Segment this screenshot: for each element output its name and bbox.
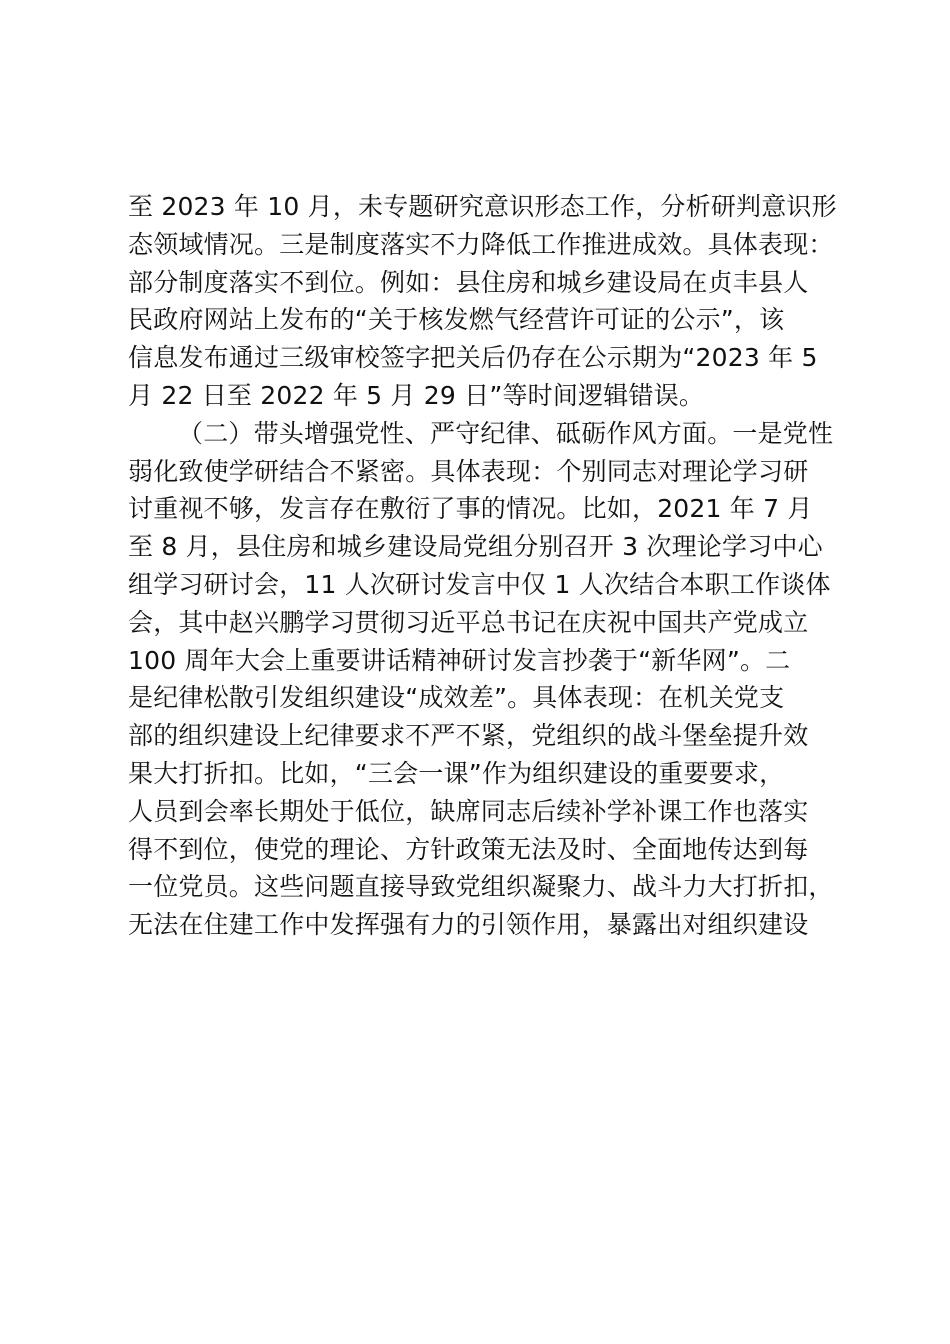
paragraph-start-line: （二）带头增强党性、严守纪律、砥砺作风方面。一是党性 xyxy=(178,418,834,448)
text-line: 果大打折扣。比如，“三会一课”作为组织建设的重要要求， xyxy=(128,758,785,788)
text-line: 态领域情况。三是制度落实不力降低工作推进成效。具体表现： xyxy=(128,229,834,259)
text-line: 弱化致使学研结合不紧密。具体表现：个别同志对理论学习研 xyxy=(128,456,809,486)
body-text xyxy=(128,188,858,944)
text-line: 至 2023 年 10 月，未专题研究意识形态工作，分析研判意识形 xyxy=(128,192,837,221)
text-line: 人员到会率长期处于低位，缺席同志后续补学补课工作也落实 xyxy=(128,796,809,826)
text-line: 至 8 月，县住房和城乡建设局党组分别召开 3 次理论学习中心 xyxy=(128,532,823,562)
text-line: 组学习研讨会，11 人次研讨发言中仅 1 人次结合本职工作谈体 xyxy=(128,569,831,599)
text-line: 会，其中赵兴鹏学习贯彻习近平总书记在庆祝中国共产党成立 xyxy=(128,607,809,637)
text-line: 100 周年大会上重要讲话精神研讨发言抄袭于“新华网”。二 xyxy=(128,645,791,675)
text-line: 部分制度落实不到位。例如：县住房和城乡建设局在贞丰县人 xyxy=(128,267,809,297)
text-line: 是纪律松散引发组织建设“成效差”。具体表现：在机关党支 xyxy=(128,683,785,713)
text-line: 信息发布通过三级审校签字把关后仍存在公示期为“2023 年 5 xyxy=(128,343,818,373)
text-line: 一位党员。这些问题直接导致党组织凝聚力、战斗力大打折扣， xyxy=(128,872,834,902)
text-line: 月 22 日至 2022 年 5 月 29 日”等时间逻辑错误。 xyxy=(128,380,705,410)
text-line: 讨重视不够，发言存在敷衍了事的情况。比如，2021 年 7 月 xyxy=(128,494,813,524)
text-line: 得不到位，使党的理论、方针政策无法及时、全面地传达到每 xyxy=(128,834,809,864)
text-line: 民政府网站上发布的“关于核发燃气经营许可证的公示”，该 xyxy=(128,305,785,335)
text-line: 无法在住建工作中发挥强有力的引领作用，暴露出对组织建设 xyxy=(128,910,809,940)
text-line: 部的组织建设上纪律要求不严不紧，党组织的战斗堡垒提升效 xyxy=(128,721,809,751)
